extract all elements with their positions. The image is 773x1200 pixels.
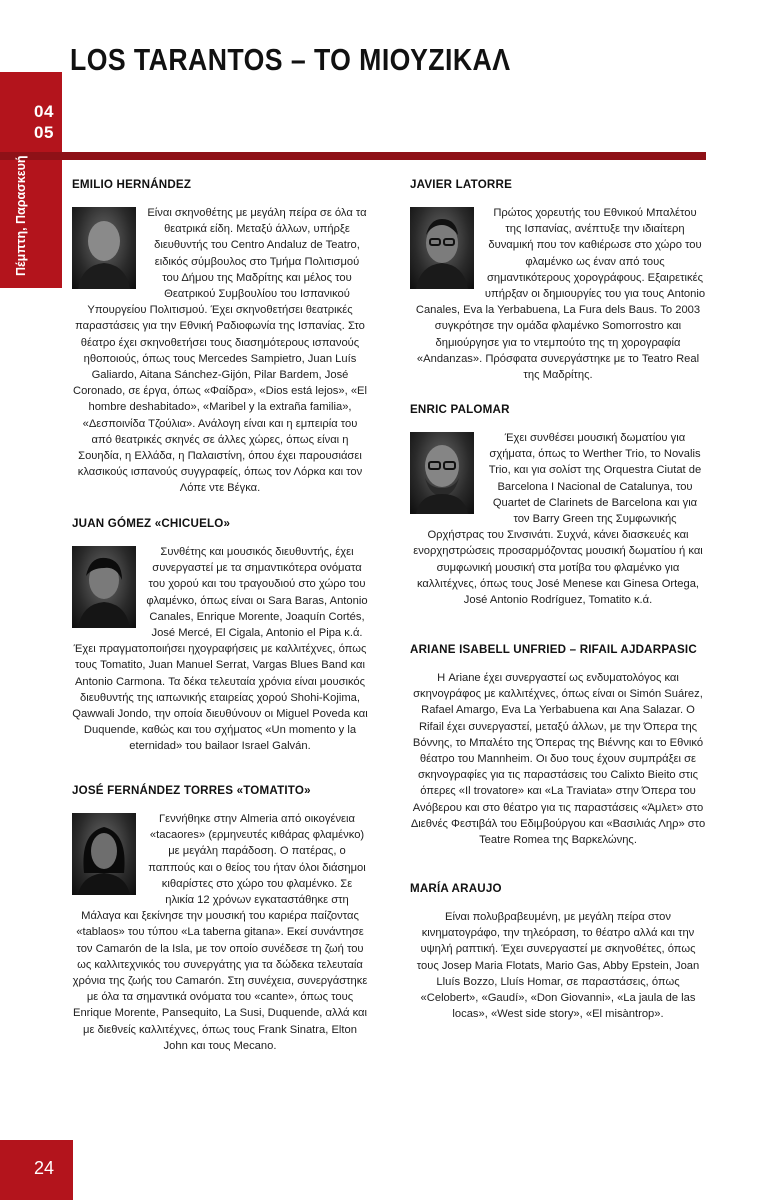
bio-jose-fernandez-torres-tomatito [72, 784, 368, 1054]
page-number: 24 [34, 1158, 55, 1178]
bio-name: JUAN GÓMEZ «CHICUELO» [72, 517, 231, 530]
page-range-top: 04 [34, 102, 54, 121]
page-title: LOS TARANTOS – ΤΟ ΜΙΟΥΖΙΚΑΛ [70, 42, 511, 77]
portrait-photo [72, 813, 136, 895]
bio-text: Έχει συνθέσει μουσική δωματίου για σχήματα, όπως το Werther Trio, το Novalis Trio, και για σολίστ της Orquestra Ciutat de Barcelona I Nacional de Catalunya, του Quartet de Clarinets de Barcelona και για τον Barry Green της Συμφωνικής Ορχήστρας του Σινσινάτι. Συχνά, κάνει διασκευές και ενορχηστρώσεις προσαρμόζοντας μουσική δωματίου ή και συμφωνική μουσική στα μοτίβα του φλαμένκο για καλλιτέχνες, όπως τους José Menese και Ginesa Ortega, José Antonio Rodríguez, Tomatito κ.ά. [413, 432, 703, 607]
bio-text: Είναι πολυβραβευμένη, με μεγάλη πείρα στον κινηματογράφο, την τηλεόραση, το θέατρο αλλά και την υψηλή ραπτική. Έχει συνεργαστεί με σκηνοθέτες, όπως τους Josep Maria Flotats, Mario Gas, Abby Epstein, Joan Lluís Bozzo, Lluís Homar, σε παραστάσεις, όπως «Celobert», «Gaudí», «Don Giovanni», «La jaula de las locas», «West side story», «El misàntrop». [416, 911, 700, 1021]
bio-javier-latorre [410, 178, 706, 383]
portrait-photo [72, 207, 136, 289]
header-rule [0, 152, 706, 160]
bio-enric-palomar [410, 403, 706, 608]
page-number-box [0, 1140, 73, 1200]
bio-name: JAVIER LATORRE [410, 178, 513, 191]
bio-name: ARIANE ISABELL UNFRIED – RIFAIL AJDARPASIC [410, 643, 697, 656]
days-label: Πέμπτη, Παρασκευή [14, 155, 28, 276]
bio-text: Πρώτος χορευτής του Εθνικού Μπαλέτου της Ισπανίας, ανέπτυξε την ιδιαίτερη δυναμική που τον καθιέρωσε στο χώρο του φλαμένκο ως έναν από τους σημαντικότερους χορογράφους. Εξαιρετικές υπήρξαν οι δημιουργίες του για τους Antonio Canales, Eva la Yerbabuena, La Fura dels Baus. Το 2003 συγκρότησε την ομάδα φλαμένκο Somorrostro και δημιούργησε για το ντεμπούτο της τη χορογραφία «Andanzas». Πρόσφατα συνεργάστηκε με το Teatro Real της Μαδρίτης. [415, 207, 706, 382]
bio-ariane-rifail [410, 643, 706, 848]
bio-name: JOSÉ FERNÁNDEZ TORRES «TOMATITO» [72, 784, 311, 797]
bio-text: Η Ariane έχει συνεργαστεί ως ενδυματολόγος και σκηνογράφος με καλλιτέχνες, όπως είναι οι Simón Suárez, Rafael Amargo, Eva La Yerbabuena και Ana Salazar. Ο Rifail έχει συνεργαστεί, μεταξύ άλλων, με την Όπερα της Βόννης, το Μπαλέτο της Όπερας της Βιέννης και το Εθνικό θέατρο του Mannheim. Οι δυο τους έχουν συμπράξει σε σκηνογραφίες για τις παραστάσεις του Calixto Bieito στις όπερες «Il trovatore» και «La Traviata» στην Όπερα του Ανόβερου και στο θέατρο για τις παραστάσεις «Άμλετ» στο Διεθνές Φεστιβάλ του Εδιμβούργου και «Βασιλιάς Ληρ» στο Teatre Romea της Βαρκελώνης. [410, 672, 706, 847]
bio-name: ENRIC PALOMAR [410, 403, 510, 416]
bio-emilio-hernandez [72, 178, 368, 497]
bio-text: Είναι σκηνοθέτης με μεγάλη πείρα σε όλα τα θεατρικά είδη. Μεταξύ άλλων, υπήρξε διευθυντής του Centro Andaluz de Teatro, ειδικός σύμβουλος στο Τμήμα Πολιτισμού του Δήμου της Μαδρίτης και μέλος του Θεατρικού Συμβουλίου του Ισπανικού Υπουργείου Πολιτισμού. Έχει σκηνοθετήσει θεατρικές παραστάσεις για την Εθνική Ραδιοφωνία της Ισπανίας. Στο θέατρο έχει σκηνοθετήσει τους διασημότερους ισπανούς ηθοποιούς, όπως τους Mercedes Sampietro, Juan Luís Galiardo, Aitana Sánchez-Gijón, Pilar Bardem, José Coronado, σε έργα, όπως «Φαίδρα», «Dios está lejos», «El hombre deshabitado», «Maribel y la extraña familia», «Δεσποινίδα Τζούλια». Ανάλογη είναι και η εμπειρία του από θεατρικές σκηνές σε άλλες χώρες, όπως είναι η Σουηδία, η Ελλάδα, η Παλαιστίνη, όπου έχει παρουσιάσει κλασικούς ισπανούς συγγραφείς, όπως τον Λόρκα και τον Λόπε ντε Βέγκα. [72, 207, 368, 495]
bio-name: MARÍA ARAUJO [410, 882, 502, 895]
portrait-photo [72, 546, 136, 628]
bio-juan-gomez-chicuelo [72, 517, 368, 755]
bio-text: Συνθέτης και μουσικός διευθυντής, έχει συνεργαστεί με τα σημαντικότερα ονόματα του χορού και του τραγουδιού στο χώρο του φλαμένκο, όπως είναι οι Sara Baras, Antonio Canales, Enrique Morente, Joaquín Cortés, José Mercé, El Cigala, Antonio el Pipa κ.ά. Έχει πραγματοποιήσει ηχογραφήσεις με καλλιτέχνες, όπως τους Tomatito, Juan Manuel Serrat, Vargas Blues Band και Antonio Carmona. Τα δέκα τελευταία χρόνια είναι μουσικός διευθυντής της ιαπωνικής εταιρείας χορού Shohi-Kojima, Qawwali Jondo, την οποία διευθύνουν οι Miguel Poveda και Duquende, καθώς και του σχήματος «Un momento y la eternidad» του bailaor Israel Galván. [72, 546, 368, 753]
bio-name: EMILIO HERNÁNDEZ [72, 178, 192, 191]
portrait-photo [410, 207, 474, 289]
portrait-photo [410, 432, 474, 514]
bio-maria-araujo [410, 882, 706, 1022]
days-strip [0, 155, 62, 288]
page-range-bottom: 05 [34, 123, 54, 142]
bio-text: Γεννήθηκε στην Almeria από οικογένεια «tacaores» (ερμηνευτές κιθάρας φλαμένκο) με μεγάλη παράδοση. Ο πατέρας, ο παππούς και ο θείος του ήταν όλοι διάσημοι κιθαρίστες στο χώρο του φλαμένκο. Σε ηλικία 12 χρόνων εγκαταστάθηκε στη Μάλαγα και ξεκίνησε την μουσική του καριέρα παίζοντας «tablaos» του τύπου «La taberna gitana». Εκεί συνάντησε τον Camarón de la Isla, με τον οποίο συνέδεσε τη ζωή του ως καλλιτεχνικός του συνεργάτης για τα δώδεκα τελευταία χρόνια της ζωής του Camarón. Στη συνέχεια, συνεργάστηκε με όλα τα σημαντικά ονόματα του «cante», όπως τους Enrique Morente, Pansequito, La Susi, Duquende, αλλά και με διεθνείς καλλιτέχνες, όπως τους Frank Sinatra, Elton John και τους Mecano. [72, 813, 368, 1052]
page-range-tab [0, 72, 62, 154]
